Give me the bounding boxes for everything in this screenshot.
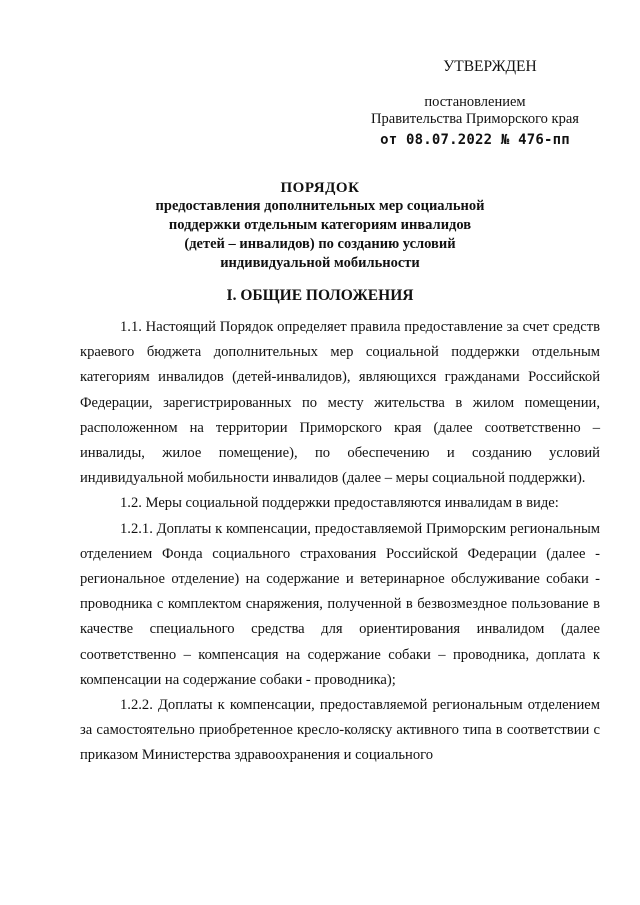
paragraph-1-2: 1.2. Меры социальной поддержки предоставляются инвалидам в виде: [120,495,559,512]
approval-line-2: Правительства Приморского края [371,111,579,127]
document-subtitle-line-2: поддержки отдельным категориям инвалидов [168,217,472,233]
document-heading [0,180,640,273]
document-title: ПОРЯДОК [280,180,360,196]
approval-block [350,58,600,148]
approval-line-1: постановлением [424,94,526,110]
paragraph-1-2-1: 1.2.1. Доплаты к компенсации, предоставляемой Приморским региональным отделением Фонда социального страхования Российской Федерации (далее - региональное отделение) на содержание и ветеринарное обслуживание собаки - проводника с комплектом снаряжения, полученной в безвозмездное пользование в качестве специального средства для ориентирования инвалидом (далее соответственно – компенсация на содержание собаки – проводника, доплата к компенсации на содержание собаки - проводника); [80,520,600,688]
approval-stamp: от 08.07.2022 № 476-пп [380,132,570,148]
approval-title: УТВЕРЖДЕН [443,58,537,75]
section-title: I. ОБЩИЕ ПОЛОЖЕНИЯ [226,287,414,304]
paragraph-1-2-2: 1.2.2. Доплаты к компенсации, предоставляемой региональным отделением за самостоятельно приобретенное кресло-коляску активного типа в соответствии с приказом Министерства здравоохранения и социального [80,697,600,764]
paragraph-1-1: 1.1. Настоящий Порядок определяет правила предоставление за счет средств краевого бюджета дополнительных мер социальной поддержки отдельным категориям инвалидов (детей-инвалидов), являющихся гражданами Российской Федерации, зарегистрированных по месту жительства в жилом помещении, расположенном на территории Приморского края (далее соответственно – инвалиды, жилое помещение), по обеспечению и созданию условий индивидуальной мобильности инвалидов (далее – меры социальной поддержки). [80,319,600,487]
document-body [80,315,600,769]
document-subtitle-line-3: (детей – инвалидов) по созданию условий [184,236,456,252]
document-subtitle-line-4: индивидуальной мобильности [220,255,420,271]
document-subtitle-line-1: предоставления дополнительных мер социальной [155,198,485,214]
